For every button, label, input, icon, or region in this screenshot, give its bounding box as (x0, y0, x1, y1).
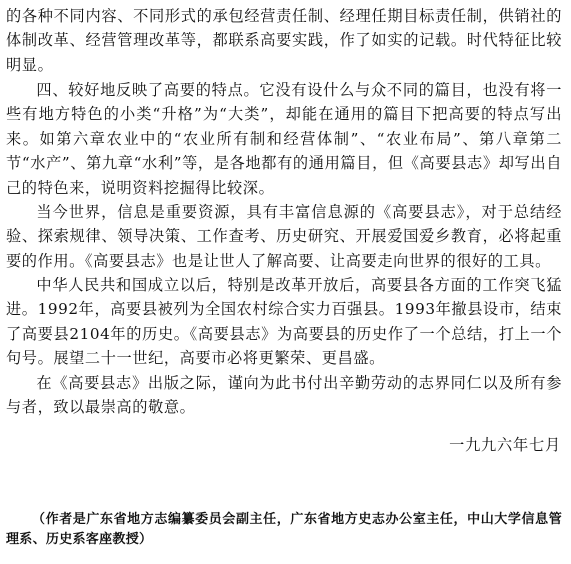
paragraph-acknowledgement: 在《高要县志》出版之际，谨向为此书付出辛勤劳动的志界同仁以及所有参与者，致以最崇高的敬意。 (6, 374, 562, 417)
paragraph-continuation: 的各种不同内容、不同形式的承包经营责任制、经理任期目标责任制，供销社的体制改革、经营管理改革等，都联系高要实践，作了如实的记载。时代特征比较明显。 (6, 7, 562, 74)
paragraph-development: 中华人民共和国成立以后，特别是改革开放后，高要县各方面的工作突飞猛进。1992年，高要县被列为全国农村综合实力百强县。1993年撤县设市，结束了高要县2104年的历史。《高要县志》为高要县的历史作了一个总结，打上一个句号。展望二十一世纪，高要市必将更繁荣、更昌盛。 (6, 276, 562, 368)
date-signature: 一九九六年七月 (449, 436, 561, 454)
paragraph-characteristics: 四、较好地反映了高要的特点。它没有设什么与众不同的篇目，也没有将一些有地方特色的小类“升格”为“大类”，却能在通用的篇目下把高要的特点写出来。如第六章农业中的“农业所有制和经营体制”、“农业布局”、第八章第二节“水产”、第九章“水利”等，是各地都有的通用篇目，但《高要县志》却写出自己的特色来，说明资料挖掘得比较深。 (6, 81, 562, 197)
author-note: （作者是广东省地方志编纂委员会副主任，广东省地方史志办公室主任，中山大学信息管理系、历史系客座教授） (6, 512, 562, 547)
paragraph-information-resource: 当今世界，信息是重要资源，具有丰富信息源的《高要县志》，对于总结经验、探索规律、领导决策、工作查考、历史研究、开展爱国爱乡教育，必将起重要的作用。《高要县志》也是让世人了解高要、让高要走向世界的很好的工具。 (6, 203, 562, 270)
